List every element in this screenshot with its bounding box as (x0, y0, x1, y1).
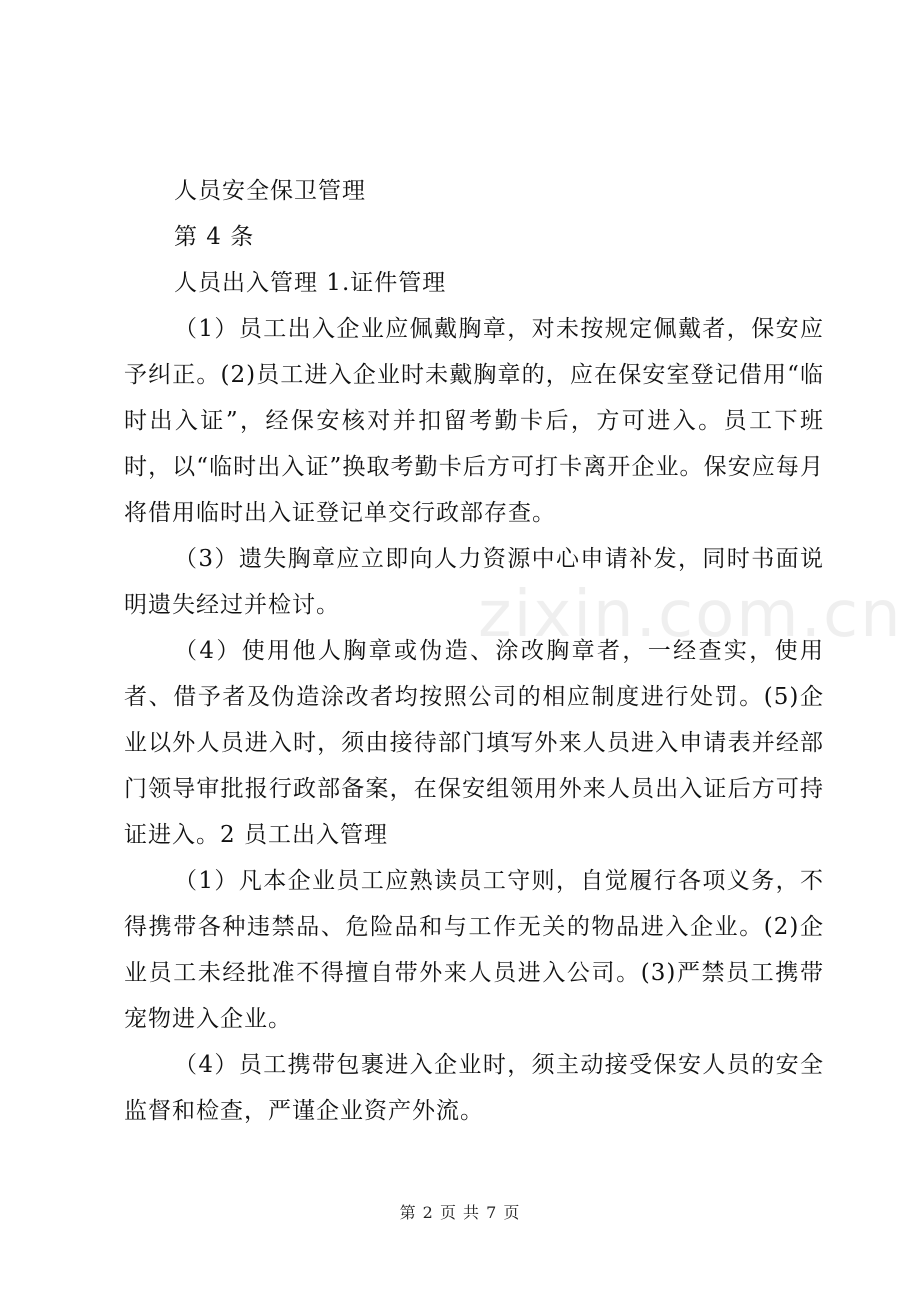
article-number: 第 4 条 (174, 224, 255, 250)
watermark-text: zixin.com.cn (478, 578, 903, 652)
paragraph-5: （4）员工携带包裹进入企业时，须主动接受保安人员的安全监督和检查，严谨企业资产外流。 (124, 1052, 824, 1124)
page-footer: 第 2 页 共 7 页 (399, 1203, 521, 1222)
paragraph-3: （4）使用他人胸章或伪造、涂改胸章者，一经查实，使用者、借予者及伪造涂改者均按照公司的相应制度进行处罚。(5)企业以外人员进入时，须由接待部门填写外来人员进入申请表并经部门领导审批报行政部备案，在保安组领用外来人员出入证后方可持证进入。2 员工出入管理 (124, 638, 824, 848)
subheading: 人员出入管理 1.证件管理 (174, 270, 447, 296)
paragraph-2: （3）遗失胸章应立即向人力资源中心申请补发，同时书面说明遗失经过并检讨。 (124, 546, 824, 618)
paragraph-4: （1）凡本企业员工应熟读员工守则，自觉履行各项义务，不得携带各种违禁品、危险品和与工作无关的物品进入企业。(2)企业员工未经批准不得擅自带外来人员进入公司。(3)严禁员工携带宠物进入企业。 (124, 868, 824, 1032)
section-title: 人员安全保卫管理 (174, 178, 366, 204)
paragraph-1: （1）员工出入企业应佩戴胸章，对未按规定佩戴者，保安应予纠正。(2)员工进入企业时未戴胸章的，应在保安室登记借用“临时出入证”，经保安核对并扣留考勤卡后，方可进入。员工下班时，以“临时出入证”换取考勤卡后方可打卡离开企业。保安应每月将借用临时出入证登记单交行政部存查。 (124, 316, 824, 526)
